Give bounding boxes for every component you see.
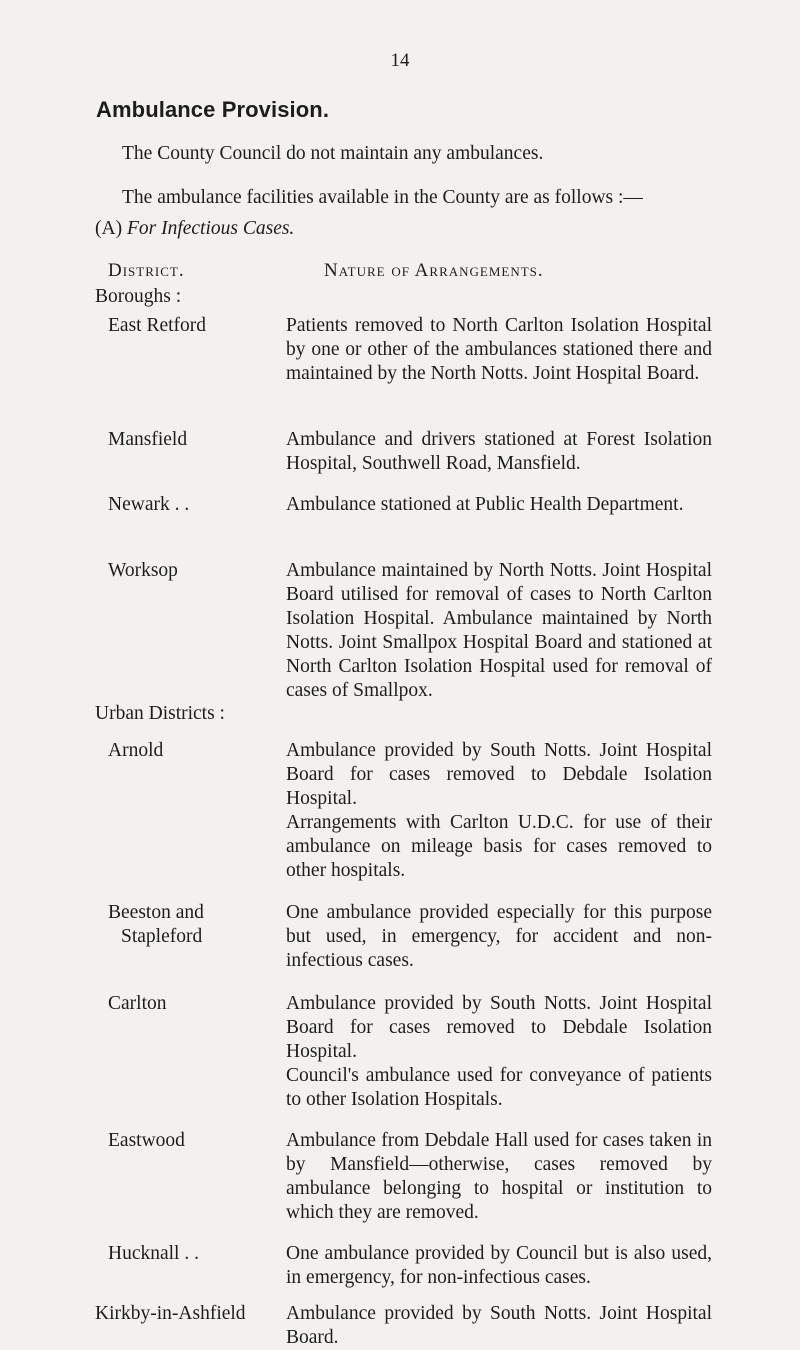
intro-paragraph-1: The County Council do not maintain any ambulances. xyxy=(122,143,544,164)
arrangement-paragraph: Arrangements with Carlton U.D.C. for use of their ambulance on mileage basis for cases removed to other hospitals. xyxy=(286,812,712,881)
arrangement-text xyxy=(286,992,712,1112)
district-name-line-2: Stapleford xyxy=(121,926,203,947)
district-name: Mansfield xyxy=(108,429,188,450)
district-name: Arnold xyxy=(108,740,164,761)
group-label-boroughs: Boroughs : xyxy=(95,286,182,307)
district-name xyxy=(108,901,204,949)
section-title: For Infectious Cases. xyxy=(126,218,295,239)
arrangement-text xyxy=(286,901,712,973)
arrangement-paragraph: Ambulance provided by South Notts. Joint Hospital Board for cases removed to Debdale Isolation Hospital. xyxy=(286,993,712,1062)
arrangement-paragraph: Ambulance from Debdale Hall used for cases taken in by Mansfield—otherwise, cases removed by ambulance belonging to hospital or institution to which they are removed. xyxy=(286,1130,712,1223)
page-number: 14 xyxy=(390,50,410,71)
arrangement-text xyxy=(286,1242,712,1290)
district-name: Hucknall . . xyxy=(108,1243,199,1264)
district-name: Eastwood xyxy=(108,1130,185,1151)
arrangement-paragraph: Patients removed to North Carlton Isolation Hospital by one or other of the ambulances stationed there and maintained by the North Notts. Joint Hospital Board. xyxy=(286,315,712,384)
arrangement-paragraph: Ambulance provided by South Notts. Joint Hospital Board for cases removed to Debdale Isolation Hospital. xyxy=(286,740,712,809)
section-heading xyxy=(95,218,294,240)
arrangement-text xyxy=(286,314,712,386)
arrangement-text xyxy=(286,493,712,517)
arrangement-text xyxy=(286,559,712,703)
column-header-nature: Nature of Arrangements. xyxy=(324,260,544,281)
arrangement-paragraph: Ambulance and drivers stationed at Forest Isolation Hospital, Southwell Road, Mansfield. xyxy=(286,429,712,474)
arrangement-paragraph: One ambulance provided by Council but is also used, in emergency, for non-infectious cases. xyxy=(286,1243,712,1288)
district-name-line-1: Beeston and xyxy=(108,902,204,923)
group-label-urban-districts: Urban Districts : xyxy=(95,703,225,724)
page-heading: Ambulance Provision. xyxy=(96,97,330,122)
arrangement-paragraph: Council's ambulance used for conveyance of patients to other Isolation Hospitals. xyxy=(286,1065,712,1110)
column-header-district: District. xyxy=(108,260,185,281)
intro-paragraph-2: The ambulance facilities available in the County are as follows :— xyxy=(122,187,643,208)
arrangement-paragraph: One ambulance provided especially for this purpose but used, in emergency, for accident and non-infectious cases. xyxy=(286,902,712,971)
arrangement-paragraph: Ambulance provided by South Notts. Joint Hospital Board. xyxy=(286,1303,712,1348)
arrangement-text xyxy=(286,1302,712,1350)
district-name: Worksop xyxy=(108,560,178,581)
arrangement-paragraph: Ambulance stationed at Public Health Department. xyxy=(286,494,684,515)
district-name: East Retford xyxy=(108,315,207,336)
section-label: (A) xyxy=(95,218,123,239)
district-name: Newark . . xyxy=(108,494,190,515)
district-name: Carlton xyxy=(108,993,167,1014)
arrangement-text xyxy=(286,1129,712,1225)
arrangement-text xyxy=(286,428,712,476)
district-name: Kirkby-in-Ashfield xyxy=(95,1303,246,1324)
arrangement-text xyxy=(286,739,712,883)
arrangement-paragraph: Ambulance maintained by North Notts. Joint Hospital Board utilised for removal of cases to North Carlton Isolation Hospital. Ambulance maintained by North Notts. Joint Smallpox Hospital Board and stationed at North Carlton Isolation Hospital used for removal of cases of Smallpox. xyxy=(286,560,712,701)
